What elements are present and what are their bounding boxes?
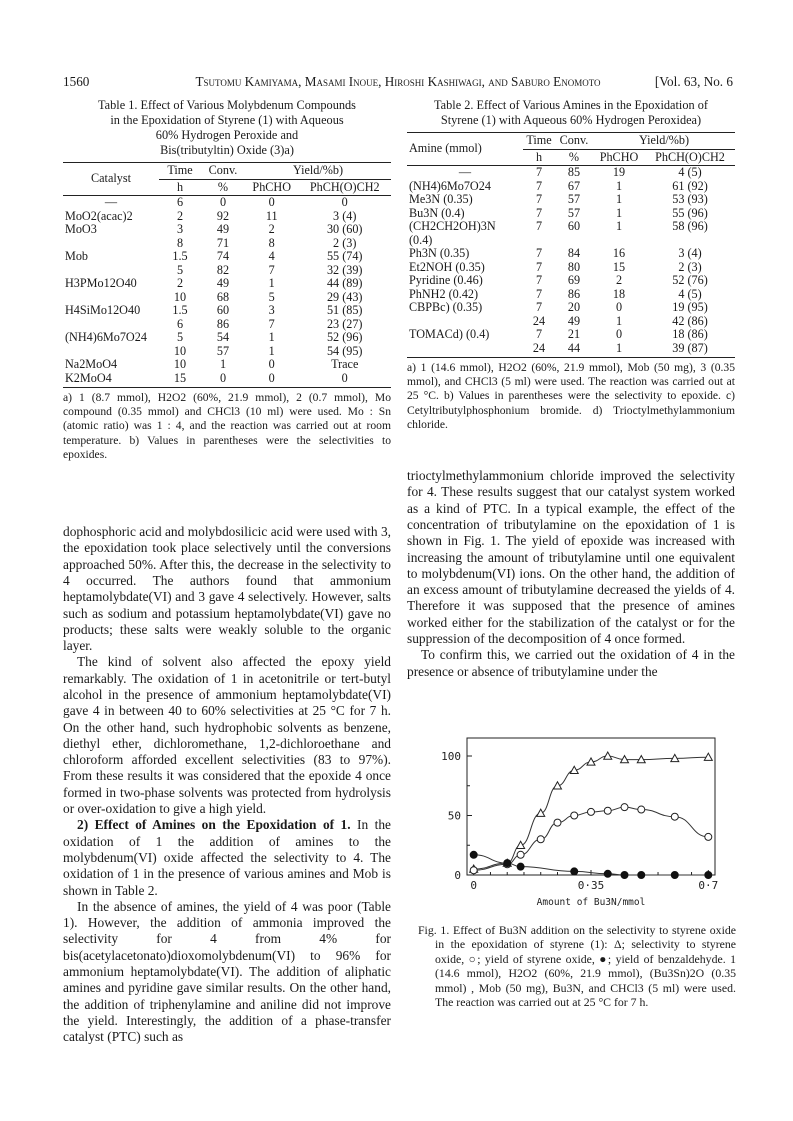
table-cell: 44 <box>555 342 593 358</box>
table-row <box>63 237 391 251</box>
table-cell: 92 <box>216 208 230 223</box>
table-cell: 24 <box>523 342 555 358</box>
table1-header-conv: Conv. <box>201 163 245 180</box>
table-cell: 18 <box>612 286 626 301</box>
filled-circle-point <box>504 860 511 867</box>
page-number: 1560 <box>63 74 90 89</box>
table1-body <box>63 196 391 388</box>
open-circle-point <box>638 806 645 813</box>
triangle-point <box>537 809 545 816</box>
table-cell: 3 <box>268 303 275 317</box>
x-tick-label: 0·35 <box>577 879 605 892</box>
table-cell: 85 <box>567 165 581 179</box>
paragraph: trioctylmethylammonium chloride improved the selectivity for 4. These results suggest that our catalyst system worked as a kind of PTC. In a typical example, the effect of the concentration of tributylamine on the epoxidation of 1 is shown in Fig. 1. The yield of epoxide was increased with increasing the amount of tributylamine until one equivalent to molybdenum(VI) ions. On the other hand, the addition of an excess amount of tributylamine decreased the yields of 4. Therefore it was supposed that the presence of amines worked either for the stabilization of the catalyst or for the suppression of the decomposition of 4 once formed. <box>407 468 735 646</box>
figure-1-caption: Fig. 1. Effect of Bu3N addition on the selectivity to styrene oxide in the epoxidation of styrene (1): Δ; selectivity to styrene oxide, ○; yield of styrene oxide, ●; yield of benzaldehyde. 1 (14.6 mmol), H2O2 (60%, 21.9 mmol), (Bu3Sn)2O (0.35 mmol) , Mob (50 mg), Bu3N, and CHCl3 (5 ml) were used. The reaction was carried out at 25 °C for 7 h. <box>418 923 736 1010</box>
table-cell: (NH4)6Mo7O24 <box>409 178 491 193</box>
table-cell: 0 <box>245 372 298 388</box>
table-cell: 7 <box>535 192 543 206</box>
table2-body <box>407 166 735 358</box>
table-cell: 10 <box>173 357 187 371</box>
table-cell: Trace <box>331 357 359 371</box>
table-row <box>63 372 391 388</box>
table-cell: 7 <box>535 327 543 341</box>
table-row <box>407 220 735 247</box>
table-row <box>407 342 735 358</box>
table-cell: 15 <box>159 372 201 388</box>
table-cell: 80 <box>567 259 581 274</box>
table-cell: 2 <box>176 276 184 290</box>
table-cell: 68 <box>216 289 230 304</box>
table-cell: 39 (87) <box>645 342 735 358</box>
table-row <box>63 210 391 224</box>
table-row <box>63 250 391 264</box>
table-cell: CBPBc) (0.35) <box>409 300 483 314</box>
table-cell: 1 <box>615 205 623 220</box>
table-row <box>407 301 735 315</box>
table-cell: 7 <box>268 316 275 331</box>
left-column <box>63 98 391 1046</box>
table-cell: 7 <box>535 300 543 314</box>
table-cell: 49 <box>216 276 230 290</box>
table-row <box>407 288 735 302</box>
table-cell: 7 <box>268 262 275 277</box>
table-row <box>407 274 735 288</box>
table-cell: 32 (39) <box>326 262 363 277</box>
figure-1-chart <box>407 730 735 910</box>
filled-circle-point <box>638 872 645 879</box>
table-cell: Mob <box>65 249 89 263</box>
left-body-text <box>63 524 391 1046</box>
table-cell: 1 <box>268 276 275 290</box>
table-cell: 7 <box>535 246 543 260</box>
table-cell: Ph3N (0.35) <box>409 246 470 260</box>
open-circle-point <box>554 819 561 826</box>
table-cell <box>63 318 159 332</box>
table-row <box>407 328 735 342</box>
table-cell: MoO3 <box>65 222 97 236</box>
table-cell: 0 <box>201 372 245 388</box>
table2-footnote: a) 1 (14.6 mmol), H2O2 (60%, 21.9 mmol), Mob (50 mg), 3 (0.35 mmol), and CHCl3 (5 ml) were used. The reaction was carried out at 25 °C. b) Values in parentheses were the selectivity to epoxide. c) Cetyltributylphosphonium bromide. d) Trioctylmethylammonium chloride. <box>407 361 735 431</box>
table-cell: 8 <box>176 235 184 250</box>
table-cell: 58 (96) <box>672 219 708 233</box>
table-cell: 57 <box>567 205 581 220</box>
table-cell: 84 <box>567 246 581 260</box>
table2-header-amine: Amine (mmol) <box>407 133 523 166</box>
paragraph: 2) Effect of Amines on the Epoxidation of 1. In the oxidation of 1 the addition of amines to the molybdenum(VI) oxide affected the selectivity to 4. The oxidation of 1 in the presence of various amines and Mob is shown in Table 2. <box>63 817 391 898</box>
table-cell: 4 (5) <box>678 286 702 301</box>
table-cell: 44 (89) <box>326 276 363 290</box>
table-cell: 3 (4) <box>678 246 702 260</box>
table-cell: 51 (85) <box>326 303 363 317</box>
filled-circle-point <box>671 872 678 879</box>
table-cell: TOMACd) (0.4) <box>409 327 490 341</box>
table-cell: 0 <box>219 195 227 209</box>
table-cell: 7 <box>535 178 543 193</box>
open-circle-point <box>705 833 712 840</box>
table-cell: 7 <box>535 205 543 220</box>
table1-header-time: Time <box>159 163 201 180</box>
table-cell: 0 <box>268 195 275 209</box>
table2-header-conv: Conv. <box>555 133 593 150</box>
table1-header-yield: Yield/%b) <box>245 163 391 180</box>
triangle-point <box>604 752 612 759</box>
open-circle-point <box>537 836 544 843</box>
table-cell: 2 <box>176 208 184 223</box>
x-axis-label: Amount of Bu3N/mmol <box>536 897 646 908</box>
table-cell: 1.5 <box>172 303 188 317</box>
table-cell: 49 <box>567 313 581 328</box>
table-cell: 3 (4) <box>333 208 357 223</box>
table-cell: 57 <box>567 192 581 206</box>
paragraph: To confirm this, we carried out the oxidation of 4 in the presence or absence of tributylamine under the <box>407 647 735 679</box>
table-cell: 67 <box>567 178 581 193</box>
table-cell: 60 <box>216 303 230 317</box>
table-cell: 1 <box>268 330 275 344</box>
table-cell: 1 <box>615 178 623 193</box>
open-circle-point <box>517 851 524 858</box>
table-cell: 16 <box>612 246 626 260</box>
open-circle-point <box>671 813 678 820</box>
running-title: Tsutomu Kamiyama, Masami Inoue, Hiroshi Kashiwagi, and Saburo Enomoto <box>195 74 601 89</box>
filled-circle-point <box>470 851 477 858</box>
table1-header-catalyst: Catalyst <box>63 163 159 196</box>
table-cell: 54 <box>216 330 230 344</box>
table-cell: 1 <box>219 357 227 371</box>
paragraph: In the absence of amines, the yield of 4 was poor (Table 1). However, the addition of ammonia improved the selectivity for 4 from 4% for bis(acetylacetonato)dioxomolybdenum(VI) to 96% for ammonium heptamolybdate(VI). The addition of aliphatic amines and pyridine gave similar results. On the other hand, the addition of triphenylamine and aniline did not improve the yield. Interestingly, the addition of a phase-transfer catalyst (PTC) such as <box>63 898 391 1045</box>
table-cell: 60 <box>567 219 581 233</box>
table-cell: 0 <box>341 195 348 209</box>
table-cell: 54 (95) <box>326 343 363 358</box>
table-row <box>63 196 391 210</box>
table-cell: 3 <box>176 222 184 236</box>
table-cell: 1 <box>615 219 623 233</box>
table-cell: 82 <box>216 262 230 277</box>
table-cell: 61 (92) <box>672 178 708 193</box>
table-cell: 2 (3) <box>678 259 702 274</box>
table-cell: 1 <box>615 313 623 328</box>
open-circle-point <box>470 867 477 874</box>
filled-circle-point <box>621 872 628 879</box>
table-cell: 10 <box>173 343 187 358</box>
table-cell: 20 <box>567 300 581 314</box>
x-tick-label: 0 <box>470 879 478 892</box>
table-row <box>407 193 735 207</box>
table-row <box>407 261 735 275</box>
table-cell <box>407 342 523 358</box>
table1-caption: Table 1. Effect of Various Molybdenum Compounds in the Epoxidation of Styrene (1) with Aqueous 60% Hydrogen Peroxide and Bis(tributyltin) Oxide (3)a) <box>98 98 356 157</box>
table-row <box>63 291 391 305</box>
page-header <box>63 74 733 90</box>
table-cell: 52 (76) <box>672 273 708 287</box>
table-row <box>407 315 735 329</box>
open-circle-point <box>621 804 628 811</box>
table-row <box>63 318 391 332</box>
table-cell: 19 <box>612 165 626 179</box>
table-row <box>63 304 391 318</box>
table-cell: — <box>458 165 472 179</box>
table2-header-yield: Yield/%b) <box>593 133 735 150</box>
table-cell: 5 <box>268 289 275 304</box>
open-circle-point <box>571 812 578 819</box>
table-cell: 0 <box>268 357 275 371</box>
table-row <box>63 264 391 278</box>
table-cell: Na2MoO4 <box>65 357 118 371</box>
table-cell: 55 (96) <box>672 205 708 220</box>
open-circle-point <box>604 807 611 814</box>
table-cell <box>63 264 159 278</box>
table-cell: PhNH2 (0.42) <box>409 286 479 301</box>
table-cell: 49 <box>216 222 230 236</box>
table-cell: 7 <box>535 259 543 274</box>
table-cell: 53 (93) <box>672 192 708 206</box>
table-row <box>63 358 391 372</box>
filled-circle-point <box>517 863 524 870</box>
table-cell: 19 (95) <box>672 300 708 314</box>
y-tick-label: 50 <box>447 809 461 823</box>
table2-header-time: Time <box>523 133 555 150</box>
table-cell: H3PMo12O40 <box>65 276 137 290</box>
table-cell: 15 <box>612 259 626 274</box>
table-cell: MoO2(acac)2 <box>65 208 133 223</box>
journal-volume: [Vol. 63, No. 6 <box>654 74 733 89</box>
y-tick-label: 100 <box>441 750 461 763</box>
table-cell: K2MoO4 <box>63 372 159 388</box>
table-row <box>63 223 391 237</box>
table-cell: 2 <box>268 222 275 236</box>
table-cell: 21 <box>567 327 581 341</box>
table-cell: 74 <box>216 249 230 263</box>
table-cell: 4 <box>268 249 275 263</box>
table-cell: — <box>104 195 118 209</box>
table-cell: 29 (43) <box>326 289 363 304</box>
paragraph: dophosphoric acid and molybdosilicic acid were used with 3, the epoxidation took place selectively until the conversions approached 50%. After this, the decrease in the selectivity to 4 occurred. The authors found that ammonium heptamolybdate(VI) and 3 gave 4 selectively. However, salts such as sodium and potassium heptamolybdate(VI) gave no products; these salts were weakly soluble to the organic layer. <box>63 524 391 654</box>
table-cell: 71 <box>216 235 230 250</box>
filled-circle-point <box>705 872 712 879</box>
table-row <box>63 345 391 359</box>
table-cell: 86 <box>216 316 230 331</box>
table-cell <box>63 237 159 251</box>
table-cell: 30 (60) <box>326 222 363 236</box>
table-row <box>63 277 391 291</box>
table-cell: 55 (74) <box>326 249 363 263</box>
table-cell <box>63 291 159 305</box>
table-cell: 57 <box>216 343 230 358</box>
table-cell: Me3N (0.35) <box>409 192 473 206</box>
table2: Amine (mmol) Time Conv. Yield/%b) h % PhCHO PhCH(O)CH2 — 7 85 19 4 (5) (NH4)6Mo7O24 7 67 1 61 (92) Me3N (0.35) 7 57 1 53 (93) Bu3N (0.4) 7 57 1 55 (96) (CH2CH2OH)3N (0.4) 7 60 1 58 (96) Ph3N (0.35) 7 84 16 3 (4) Et2NOH (0.35) 7 80 15 2 (3) Pyridine (0.46) 7 69 2 52 (76) PhNH2 (0.42) 7 86 18 4 (5) CBPBc) (0.35) 7 20 0 19 (95) 24 49 1 42 (86) TOMACd) (0.4) 7 21 0 18 (86) 24 44 1 39 (87) <box>407 132 735 358</box>
y-tick-label: 0 <box>454 869 461 882</box>
filled-circle-point <box>571 868 578 875</box>
table-cell: 11 <box>265 208 278 223</box>
table-cell: 7 <box>535 286 543 301</box>
table-row <box>407 180 735 194</box>
table-cell: 52 (96) <box>326 330 363 344</box>
table-cell: 1 <box>268 343 275 358</box>
filled-circle-point <box>604 870 611 877</box>
paragraph: The kind of solvent also affected the epoxy yield remarkably. The oxidation of 1 in acetonitrile or tert-butyl alcohol in the presence of ammonium heptamolybdate(VI) gave 4 in between 40 to 60% selectivities at 25 °C for 7 h. On the other hand, such hydrophobic solvents as benzene, diethyl ether, dichloromethane, 1,2-dichloroethane and chloroform afforded excellent selectivities (83 to 97%). From these results it was considered that the epoxide 4 once formed in two-phase solvents was protected from hydrolysis or over-oxidation to give a high yield. <box>63 654 391 817</box>
table-cell: Bu3N (0.4) <box>409 205 465 220</box>
figure-1 <box>407 730 735 915</box>
table-row <box>407 166 735 180</box>
table-cell: 2 <box>615 273 623 287</box>
table-row <box>63 331 391 345</box>
table-cell: 8 <box>268 235 275 250</box>
table-cell: 1.5 <box>172 249 188 263</box>
table-row <box>407 247 735 261</box>
table-cell: 86 <box>567 286 581 301</box>
table-cell: (NH4)6Mo7O24 <box>65 330 147 344</box>
table2-caption: Table 2. Effect of Various Amines in the Epoxidation of Styrene (1) with Aqueous 60% Hydrogen Peroxidea) <box>434 98 708 127</box>
section-heading: 2) Effect of Amines on the Epoxidation of 1. <box>77 817 351 833</box>
table-cell <box>407 315 523 329</box>
table-cell: 7 <box>535 165 543 179</box>
table1-footnote: a) 1 (8.7 mmol), H2O2 (60%, 21.9 mmol), 2 (0.7 mmol), Mo compound (0.35 mmol) and CHCl3 (10 ml) were used. Mo : Sn (atomic ratio) was 1 : 4, and the reaction was carried out at room temperature. b) Values in parentheses were the selectivities to epoxides. <box>63 391 391 461</box>
x-tick-label: 0·7 <box>698 879 719 892</box>
open-circle-point <box>588 808 595 815</box>
table-cell <box>63 345 159 359</box>
table-cell: 69 <box>567 273 581 287</box>
table-cell: 4 (5) <box>678 165 702 179</box>
table-cell: 1 <box>593 342 645 358</box>
table-cell: 24 <box>532 313 546 328</box>
table-cell: 5 <box>176 330 184 344</box>
table-cell: Pyridine (0.46) <box>409 273 483 287</box>
table-cell: (CH2CH2OH)3N (0.4) <box>409 219 496 247</box>
table-cell: 7 <box>535 219 543 233</box>
table-cell: 42 (86) <box>672 313 708 328</box>
table-cell: 0 <box>298 372 391 388</box>
table-cell: 5 <box>176 262 184 277</box>
table-cell: 2 (3) <box>333 235 357 250</box>
table1: Catalyst Time Conv. Yield/%b) h % PhCHO PhCH(O)CH2 — 6 0 0 0 MoO2(acac)2 2 92 11 3 (4) MoO3 3 49 2 30 (60) 8 71 8 2 (3) Mob 1.5 74 4 55 (74) 5 82 7 32 (39) H3PMo12O40 2 49 1 44 (89) 10 68 5 29 (43) H4SiMo12O40 1.5 60 3 51 (85) 6 86 7 23 (27) (NH4)6Mo7O24 5 54 1 52 (96) 10 57 1 54 (95) Na2MoO4 10 1 0 Trace K2MoO4 15 0 0 0 <box>63 162 391 388</box>
right-column <box>407 98 735 680</box>
table-cell: 7 <box>535 273 543 287</box>
table-cell: 6 <box>176 316 184 331</box>
table-cell: 0 <box>615 300 623 314</box>
table-cell: 6 <box>176 195 184 209</box>
table-cell: 18 (86) <box>672 327 708 341</box>
table-cell: Et2NOH (0.35) <box>409 259 485 274</box>
table-cell: 0 <box>615 327 623 341</box>
table-cell: 1 <box>615 192 623 206</box>
right-body-text <box>407 468 735 680</box>
table-cell: 10 <box>173 289 187 304</box>
table-cell: H4SiMo12O40 <box>65 303 141 317</box>
table-cell: 23 (27) <box>326 316 363 331</box>
table-row <box>407 207 735 221</box>
